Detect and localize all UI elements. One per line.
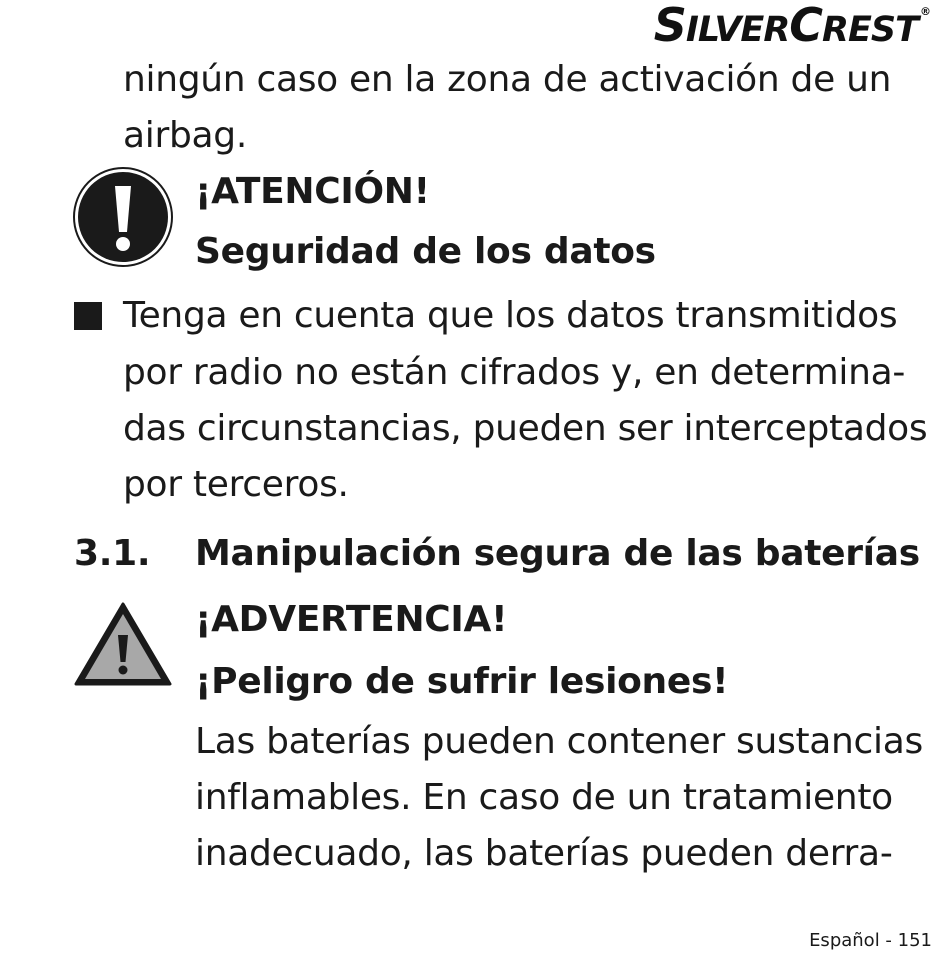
registered-mark: ® [920,5,930,18]
bullet-line-4: por terceros. [123,464,349,505]
brand-text-rest: REST [822,10,918,50]
warning-subheading: ¡Peligro de sufrir lesiones! [195,661,729,702]
warning-triangle-icon [72,600,174,688]
bullet-line-2: por radio no están cifrados y, en determina- [123,352,906,393]
warning-line-3: inadecuado, las baterías pueden derra- [195,833,893,874]
bullet-line-3: das circunstancias, pueden ser interceptados [123,408,928,449]
warning-heading: ¡ADVERTENCIA! [195,599,508,640]
warning-line-1: Las baterías pueden contener sustancias [195,721,923,762]
attention-heading: ¡ATENCIÓN! [195,171,430,212]
exclamation-circle-icon [72,166,174,268]
brand-initial-s: S [653,0,686,52]
section-title: Manipulación segura de las baterías [195,533,920,574]
bullet-line-1: Tenga en cuenta que los datos transmitidos [123,295,898,336]
bullet-square-icon [74,302,102,330]
attention-subheading: Seguridad de los datos [195,231,656,272]
intro-line-1: ningún caso en la zona de activación de un [123,59,892,100]
intro-line-2: airbag. [123,115,247,156]
brand-initial-c: C [789,0,823,52]
warning-line-2: inflamables. En caso de un tratamiento [195,777,893,818]
brand-text-ilver: ILVER [685,10,790,50]
brand-logo [653,0,930,52]
section-number: 3.1. [74,533,151,574]
page-footer: Español - 151 [809,930,932,951]
